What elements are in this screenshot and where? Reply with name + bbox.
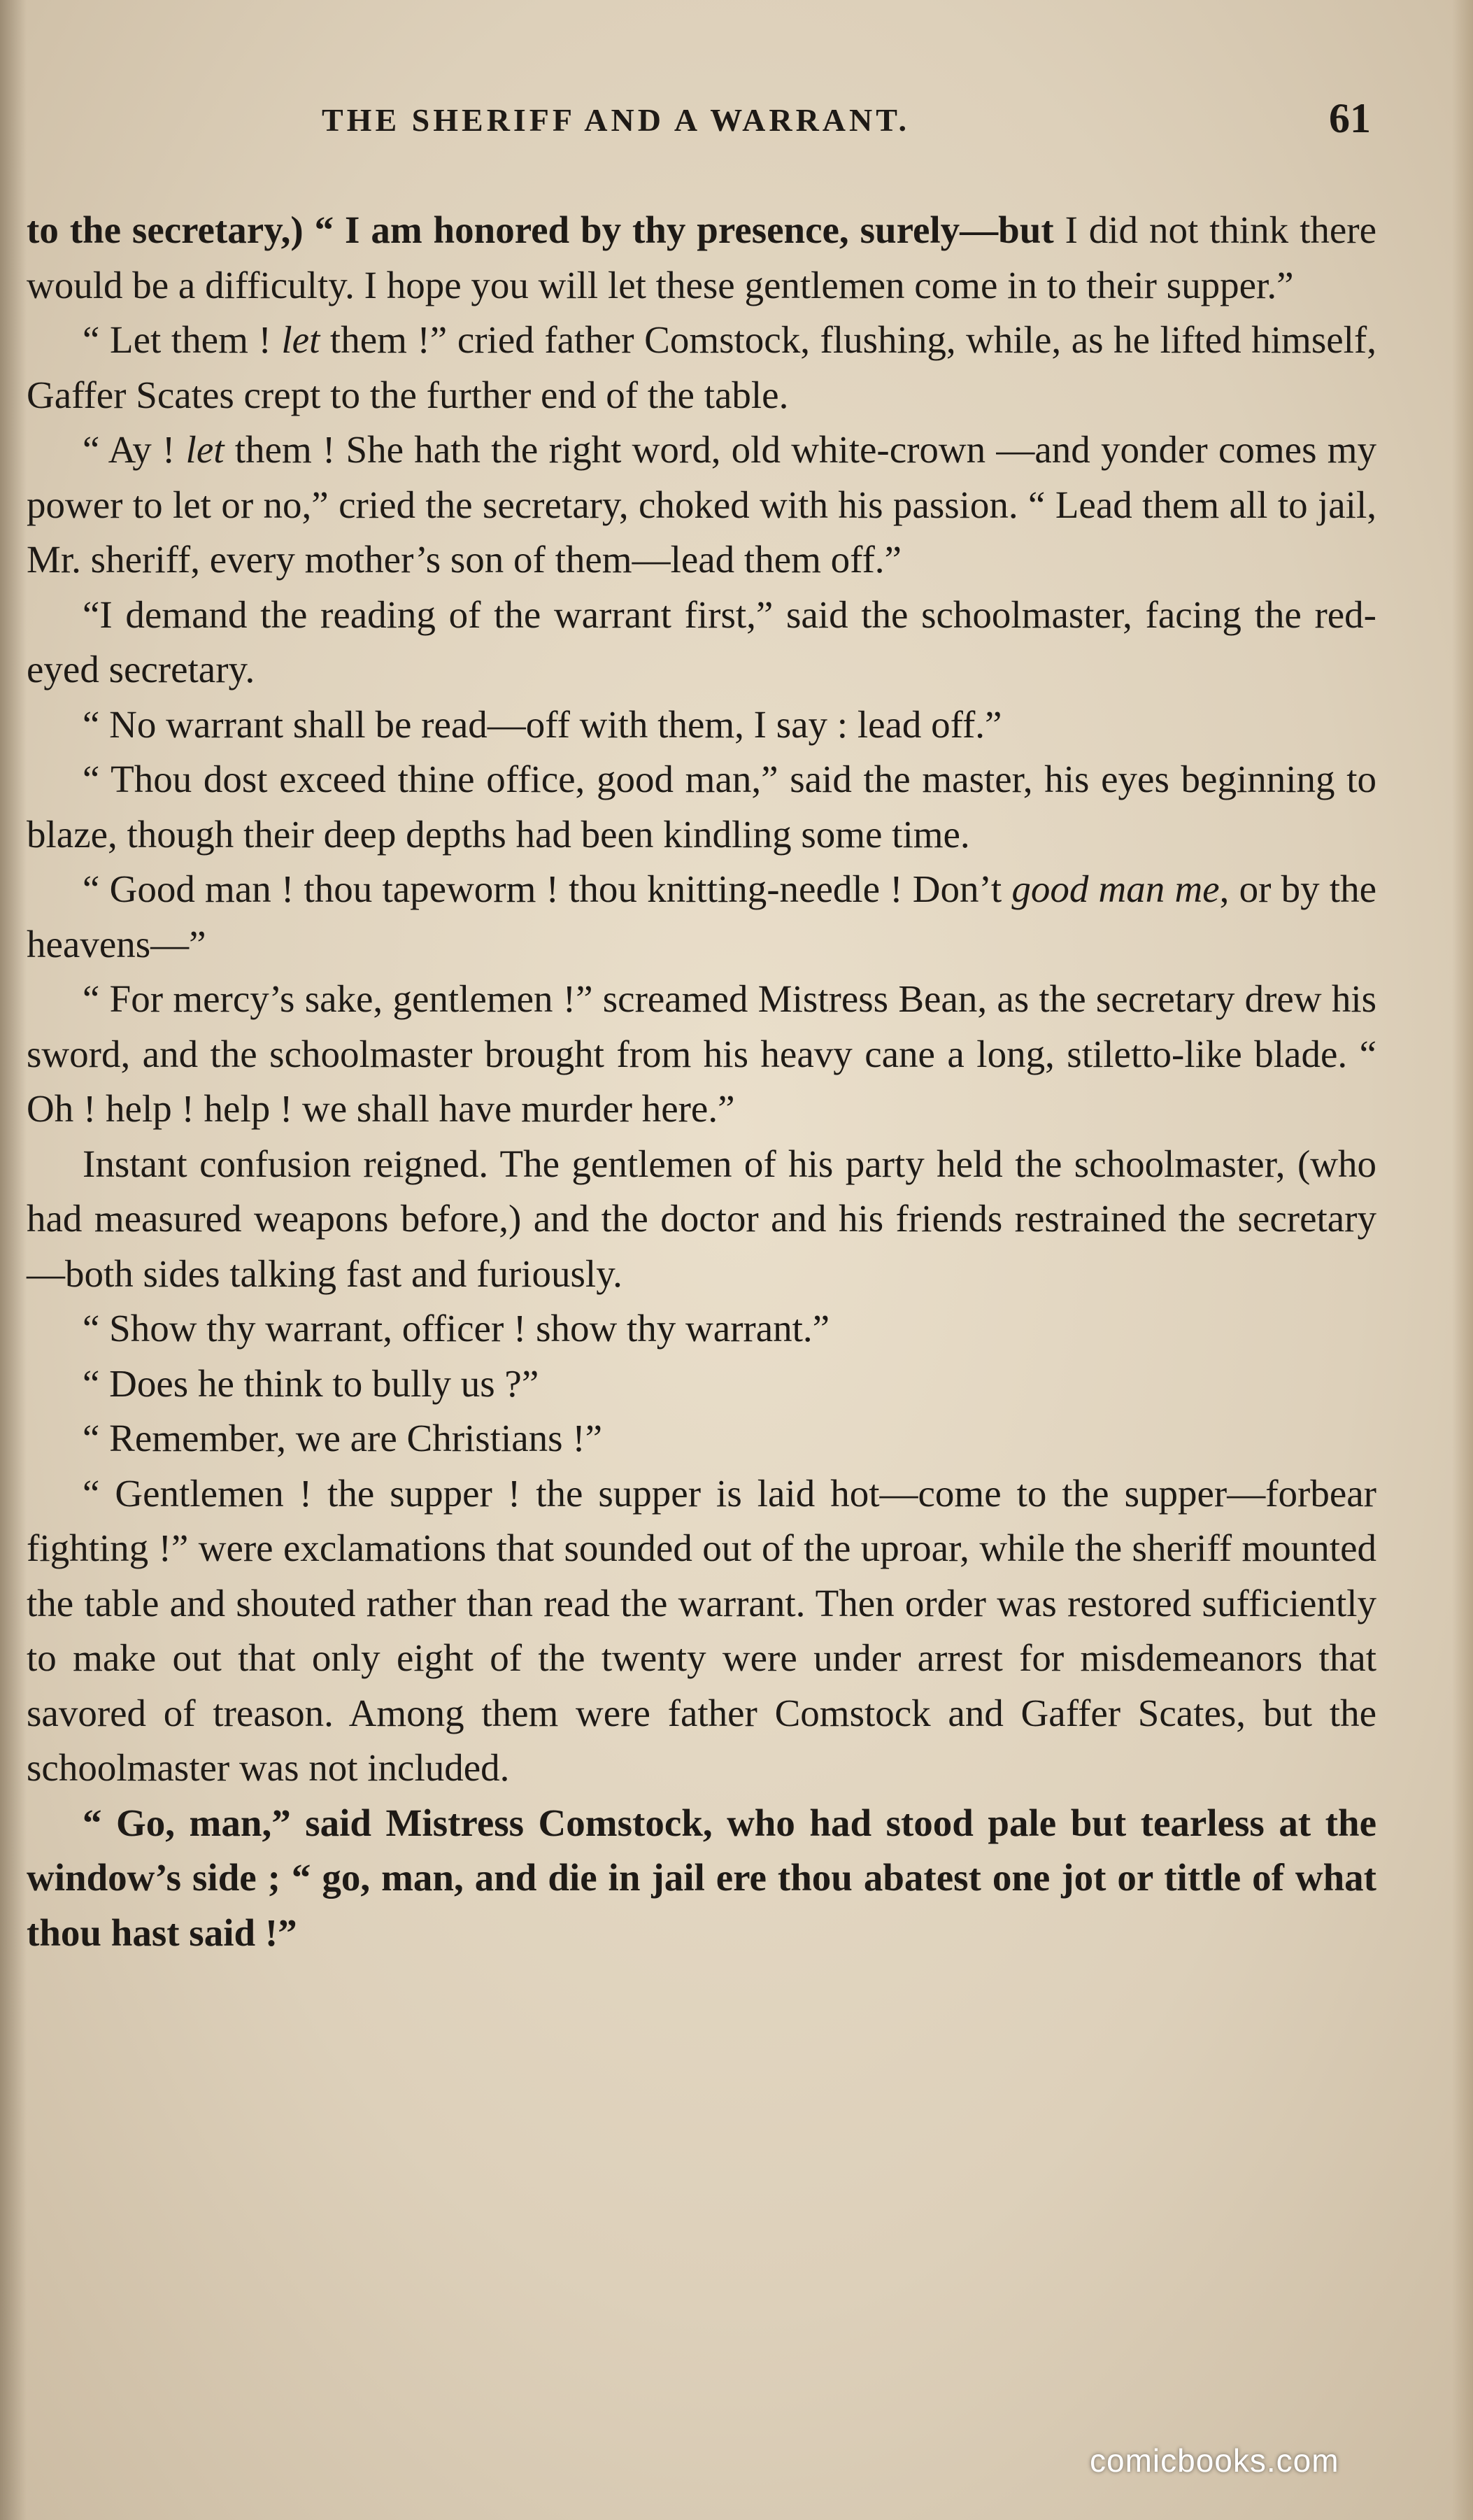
text-run: “ Show thy warrant, officer ! show thy warrant.” xyxy=(83,1307,830,1350)
paragraph xyxy=(27,313,1376,423)
text-run: “ For mercy’s sake, gentlemen !” screamed Mistress Bean, as the secretary drew his sword, and the schoolmaster brought from his heavy cane a long, stiletto-like blade. “ Oh ! help ! help ! we shall have murder here.” xyxy=(27,977,1376,1130)
text-run: them ! She hath the right word, old white-crown —and yonder comes my power to let or no,” cried the secretary, choked with his passion. “ Lead them all to jail, Mr. sheriff, every mother’s son of them—lead them off.” xyxy=(27,428,1376,581)
text-run: “ Gentlemen ! the supper ! the supper is laid hot—come to the supper—forbear fighting !” were exclamations that sounded out of the uproar, while the sheriff mounted the table and shouted rather than read the warrant. Then order was restored sufficiently to make out that only eight of the twenty were under arrest for misdemeanors that savored of treason. Among them were father Comstock and Gaffer Scates, but the schoolmaster was not included. xyxy=(27,1471,1376,1789)
spine-shadow xyxy=(0,0,27,2520)
text-run: “I demand the reading of the warrant first,” said the schoolmaster, facing the red-eyed secretary. xyxy=(27,593,1376,691)
text-run: “ Good man ! thou tapeworm ! thou knitting-needle ! Don’t xyxy=(83,868,1012,910)
page-edge-shadow xyxy=(1452,0,1473,2520)
paragraph xyxy=(27,1411,1376,1466)
paragraph xyxy=(27,862,1376,972)
text-run: “ No warrant shall be read—off with them, I say : lead off.” xyxy=(83,702,1002,746)
text-run: “ Does he think to bully us ?” xyxy=(83,1361,539,1405)
paragraph xyxy=(27,698,1376,753)
body-text xyxy=(27,203,1376,1960)
italic-text: let xyxy=(281,318,320,361)
paragraph xyxy=(27,752,1376,862)
paragraph xyxy=(27,1796,1376,1961)
bold-text: “ Go, man,” said Mistress Comstock, who had stood pale but tearless at the window’s side ; “ go, man, and die in jail ere thou abatest one jot or tittle of what thou hast said !” xyxy=(27,1801,1376,1954)
text-run: them !” cried father Comstock, flushing, while, as he lifted himself, Gaffer Scates crept to the further end of the table. xyxy=(27,318,1376,416)
running-head: THE SHERIFF AND A WARRANT. xyxy=(322,102,911,138)
bold-text: to the secretary,) “ I am honored by thy presence, surely—but xyxy=(27,208,1054,251)
text-run: Instant confusion reigned. The gentlemen of his party held the schoolmaster, (who had measured weapons before,) and the doctor and his friends restrained the secretary—both sides talking fast and furiously. xyxy=(27,1142,1376,1295)
text-run: “ Ay ! xyxy=(83,428,186,471)
paragraph xyxy=(27,588,1376,698)
paragraph xyxy=(27,423,1376,588)
italic-text: good man me xyxy=(1011,868,1220,910)
text-run: “ Remember, we are Christians !” xyxy=(83,1417,603,1459)
paragraph xyxy=(27,203,1376,313)
page-number: 61 xyxy=(1329,95,1371,141)
text-run: , or by the heavens—” xyxy=(27,868,1376,965)
paragraph xyxy=(27,1137,1376,1302)
paragraph xyxy=(27,972,1376,1137)
text-run: “ Let them ! xyxy=(83,318,282,361)
text-run: “ Thou dost exceed thine office, good man,” said the master, his eyes beginning to blaze, though their deep depths had been kindling some time. xyxy=(27,758,1376,856)
paragraph xyxy=(27,1466,1376,1796)
paragraph xyxy=(27,1357,1376,1412)
text-run: I did not think there would be a difficulty. I hope you will let these gentlemen come in to their supper.” xyxy=(27,208,1376,306)
paragraph xyxy=(27,1301,1376,1357)
watermark: comicbooks.com xyxy=(1090,2442,1339,2479)
italic-text: let xyxy=(185,428,225,471)
